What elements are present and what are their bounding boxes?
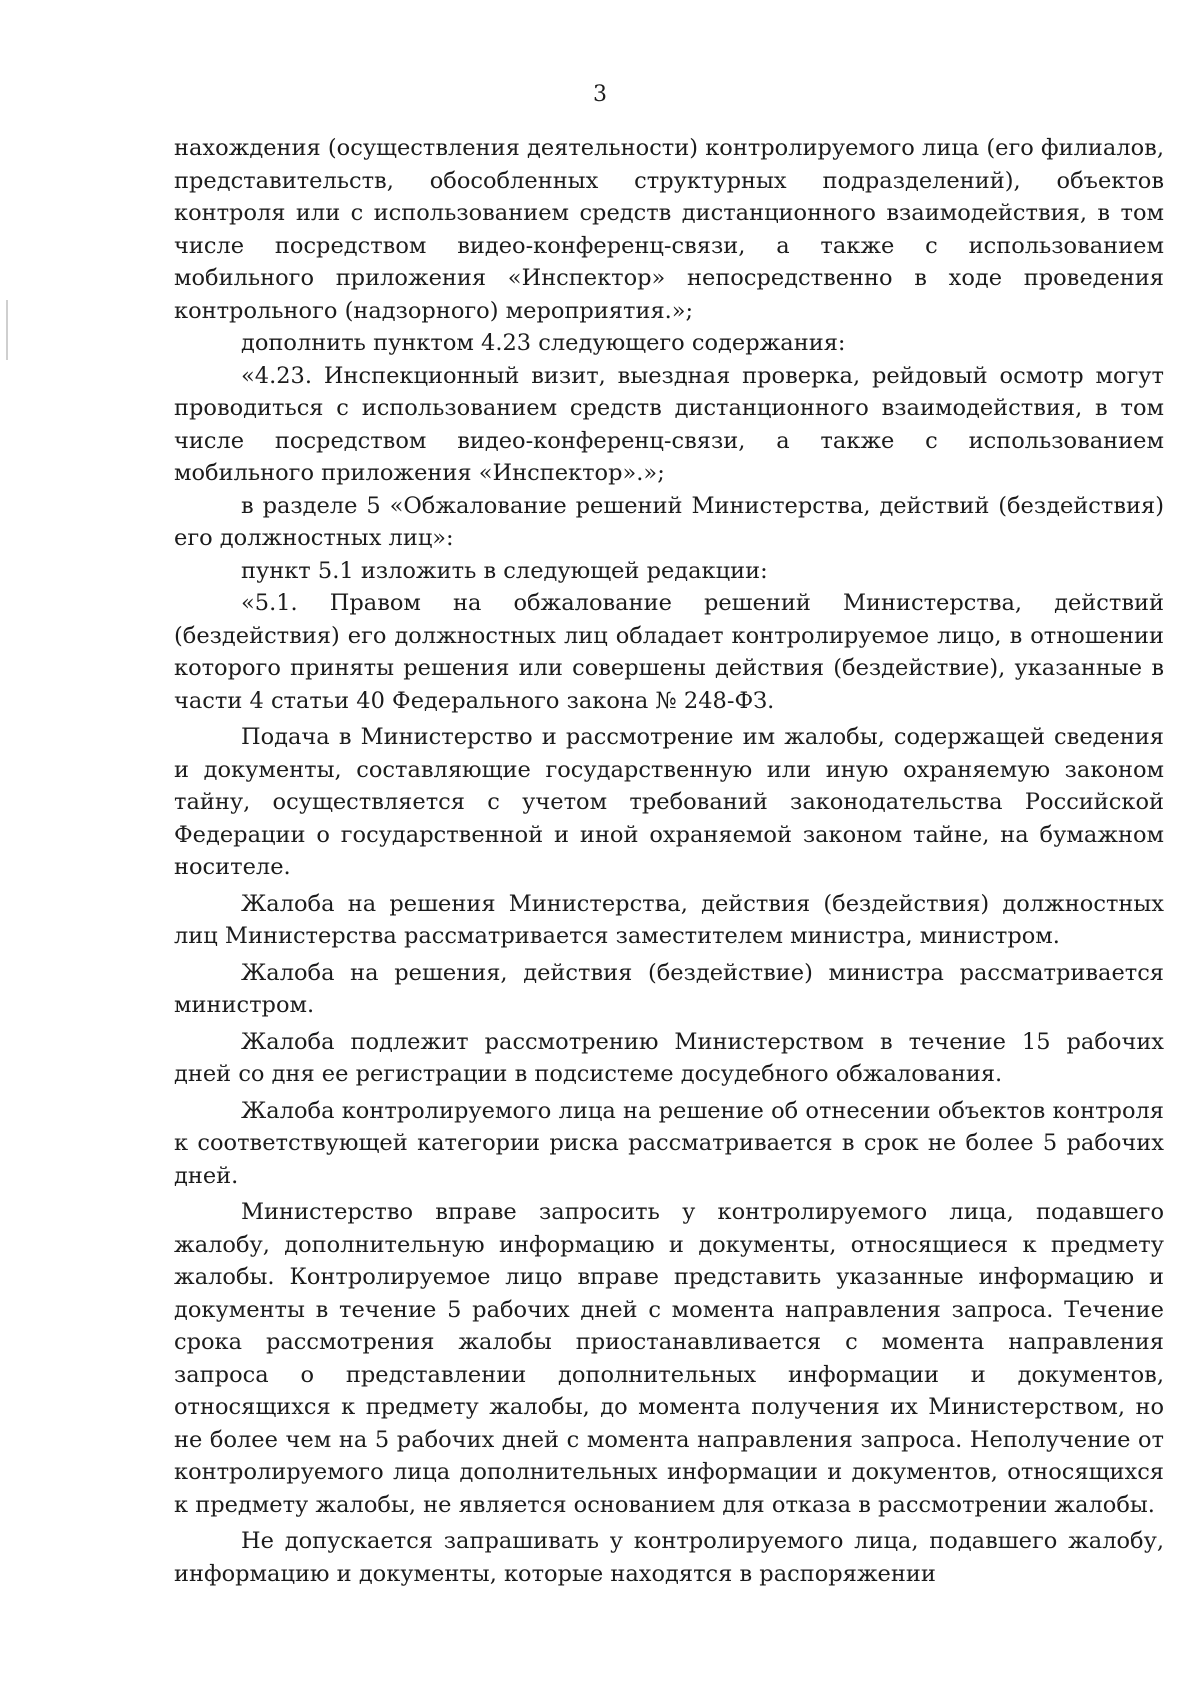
- paragraph-continuation: нахождения (осуществления деятельности) контролируемого лица (его филиалов, представительств, обособленных структурных подразделений), объектов контроля или с использованием средств дистанционного взаимодействия, в том числе посредством видео-конференц-связи, а также с использованием мобильного приложения «Инспектор» непосредственно в ходе проведения контрольного (надзорного) мероприятия.»;: [174, 135, 1164, 324]
- scan-edge-mark: [6, 300, 8, 360]
- paragraph-secret-complaint: Подача в Министерство и рассмотрение им жалобы, содержащей сведения и документы, составляющие государственную или иную охраняемую законом тайну, осуществляется с учетом требований законодательства Российской Федерации о государственной и иной охраняемой законом тайне, на бумажном носителе.: [174, 724, 1164, 880]
- paragraph-section-5-intro: в разделе 5 «Обжалование решений Министерства, действий (бездействия) его должностных лиц»:: [174, 492, 1164, 551]
- paragraph-prohibition: Не допускается запрашивать у контролируемого лица, подавшего жалобу, информацию и документы, которые находятся в распоряжении: [174, 1528, 1164, 1587]
- paragraph-complaint-officials: Жалоба на решения Министерства, действия (бездействия) должностных лиц Министерства рассматривается заместителем министра, министром.: [174, 890, 1164, 949]
- paragraph-additional-info: Министерство вправе запросить у контролируемого лица, подавшего жалобу, дополнительную информацию и документы, относящиеся к предмету жалобы. Контролируемое лицо вправе представить указанные информацию и документы в течение 5 рабочих дней с момента направления запроса. Течение срока рассмотрения жалобы приостанавливается с момента направления запроса о представлении дополнительных информации и документов, относящихся к предмету жалобы, до момента получения их Министерством, но не более чем на 5 рабочих дней с момента направления запроса. Неполучение от контролируемого лица дополнительных информации и документов, относящихся к предмету жалобы, не является основанием для отказа в рассмотрении жалобы.: [174, 1199, 1164, 1518]
- paragraph-risk-category: Жалоба контролируемого лица на решение об отнесении объектов контроля к соответствующей категории риска рассматривается в срок не более 5 рабочих дней.: [174, 1097, 1164, 1189]
- paragraph-review-period: Жалоба подлежит рассмотрению Министерством в течение 15 рабочих дней со дня ее регистрации в подсистеме досудебного обжалования.: [174, 1028, 1164, 1087]
- paragraph-4-23: «4.23. Инспекционный визит, выездная проверка, рейдовый осмотр могут проводиться с использованием средств дистанционного взаимодействия, в том числе посредством видео-конференц-связи, а также с использованием мобильного приложения «Инспектор».»;: [174, 362, 1164, 486]
- document-body: [174, 132, 1164, 1590]
- paragraph-5-1: «5.1. Правом на обжалование решений Министерства, действий (бездействия) его должностных лиц обладает контролируемое лицо, в отношении которого приняты решения или совершены действия (бездействие), указанные в части 4 статьи 40 Федерального закона № 248-ФЗ.: [174, 590, 1164, 714]
- paragraph-5-1-intro: пункт 5.1 изложить в следующей редакции:: [241, 557, 768, 584]
- page-number: 3: [593, 82, 607, 107]
- paragraph-complaint-minister: Жалоба на решения, действия (бездействие) министра рассматривается министром.: [174, 959, 1164, 1018]
- paragraph-amendment-4-23-intro: дополнить пунктом 4.23 следующего содержания:: [241, 330, 846, 356]
